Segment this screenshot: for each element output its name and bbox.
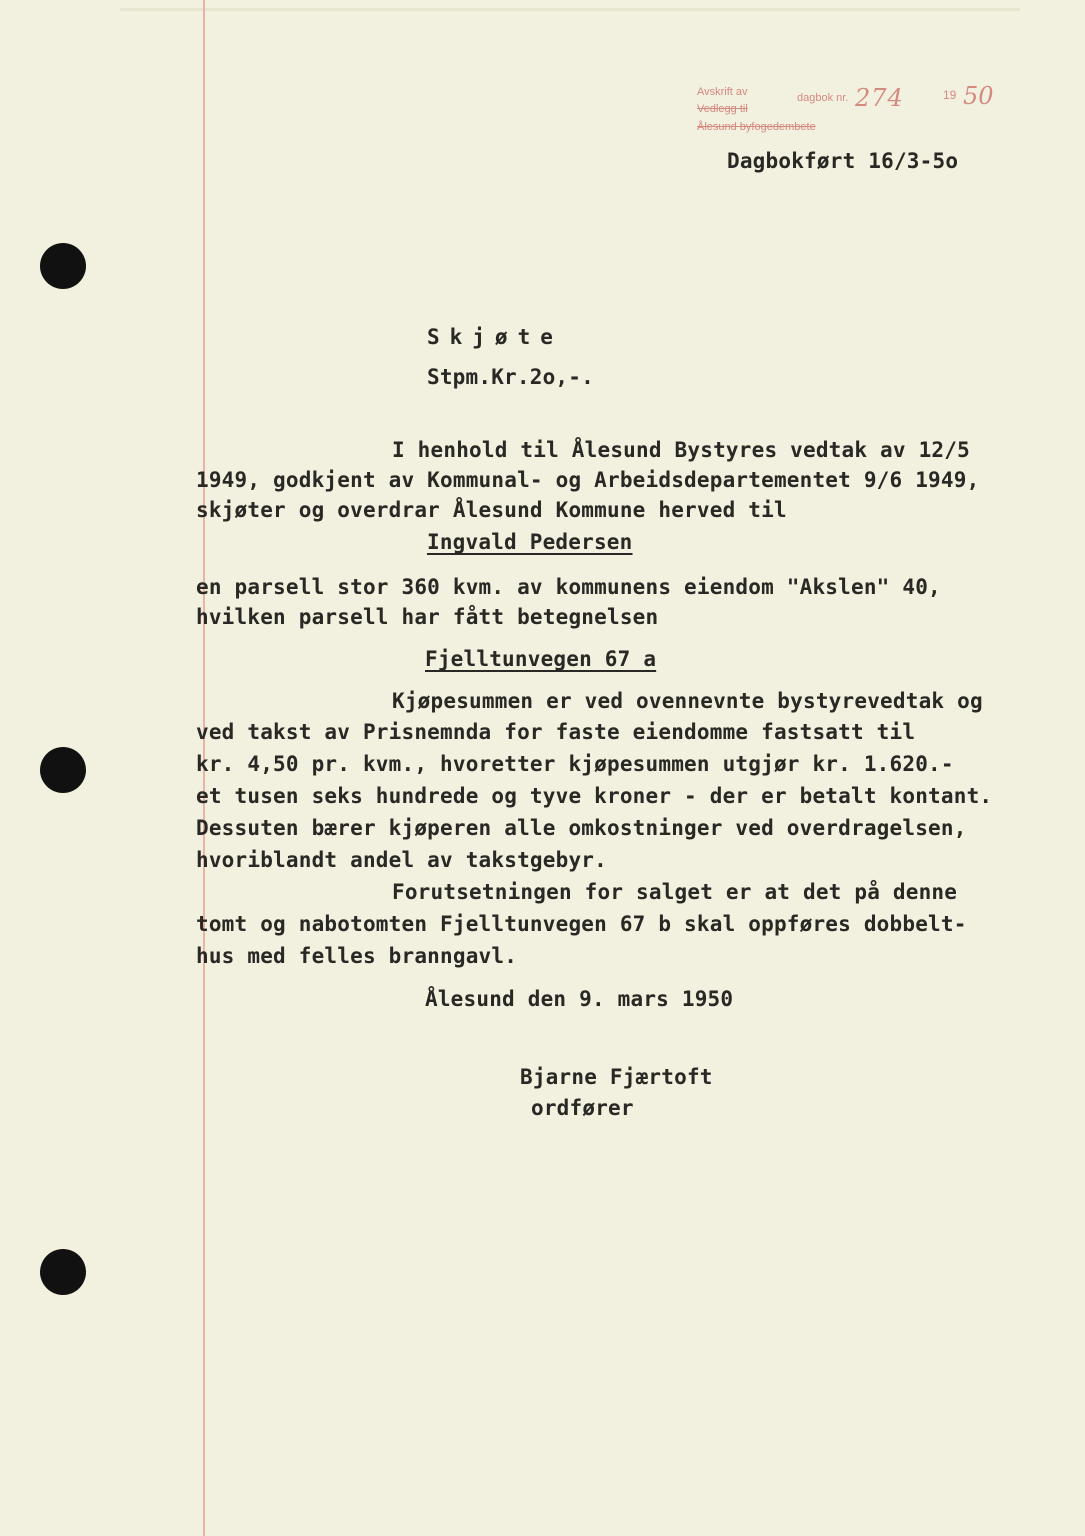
stamp-line: Vedlegg til xyxy=(697,103,748,115)
archive-stamp xyxy=(697,84,1027,144)
body-line: ved takst av Prisnemnda for faste eiendomme fastsatt til xyxy=(196,720,916,744)
stamp-year-prefix: 19 xyxy=(943,88,957,102)
registration-note: Dagbokført 16/3-5o xyxy=(727,149,959,173)
body-line: hvilken parsell har fått betegnelsen xyxy=(196,605,659,629)
punch-hole xyxy=(40,1249,86,1295)
document-title: Skjøte xyxy=(427,325,563,349)
punch-hole xyxy=(40,747,86,793)
body-line: Dessuten bærer kjøperen alle omkostninger ved overdragelsen, xyxy=(196,816,967,840)
parcel-name: Fjelltunvegen 67 a xyxy=(425,647,657,671)
body-line: et tusen seks hundrede og tyve kroner - der er betalt kontant. xyxy=(196,784,993,808)
body-line: skjøter og overdrar Ålesund Kommune herved til xyxy=(196,498,787,522)
body-line: kr. 4,50 pr. kvm., hvoretter kjøpesummen utgjør kr. 1.620.- xyxy=(196,752,954,776)
body-line: Kjøpesummen er ved ovennevnte bystyrevedtak og xyxy=(392,689,983,713)
stamp-duty: Stpm.Kr.2o,-. xyxy=(427,365,594,389)
body-line: hus med felles branngavl. xyxy=(196,944,518,968)
signatory-role: ordfører xyxy=(531,1096,634,1120)
top-rule xyxy=(120,8,1020,11)
stamp-line: Ålesund byfogedembete xyxy=(697,121,816,133)
body-line: hvoriblandt andel av takstgebyr. xyxy=(196,848,607,872)
stamp-number: 274 xyxy=(855,84,904,112)
stamp-line: Avskrift av xyxy=(697,86,748,98)
body-line: I henhold til Ålesund Bystyres vedtak av 12/5 xyxy=(392,438,970,462)
signatory-name: Bjarne Fjærtoft xyxy=(520,1065,713,1089)
buyer-name: Ingvald Pedersen xyxy=(427,530,633,554)
body-line: 1949, godkjent av Kommunal- og Arbeidsdepartementet 9/6 1949, xyxy=(196,468,980,492)
stamp-line: dagbok nr. xyxy=(797,92,849,104)
place-and-date: Ålesund den 9. mars 1950 xyxy=(425,987,734,1011)
punch-hole xyxy=(40,243,86,289)
body-line: en parsell stor 360 kvm. av kommunens eiendom "Akslen" 40, xyxy=(196,575,941,599)
body-line: Forutsetningen for salget er at det på denne xyxy=(392,880,958,904)
stamp-year: 50 xyxy=(963,82,994,110)
body-line: tomt og nabotomten Fjelltunvegen 67 b skal oppføres dobbelt- xyxy=(196,912,967,936)
